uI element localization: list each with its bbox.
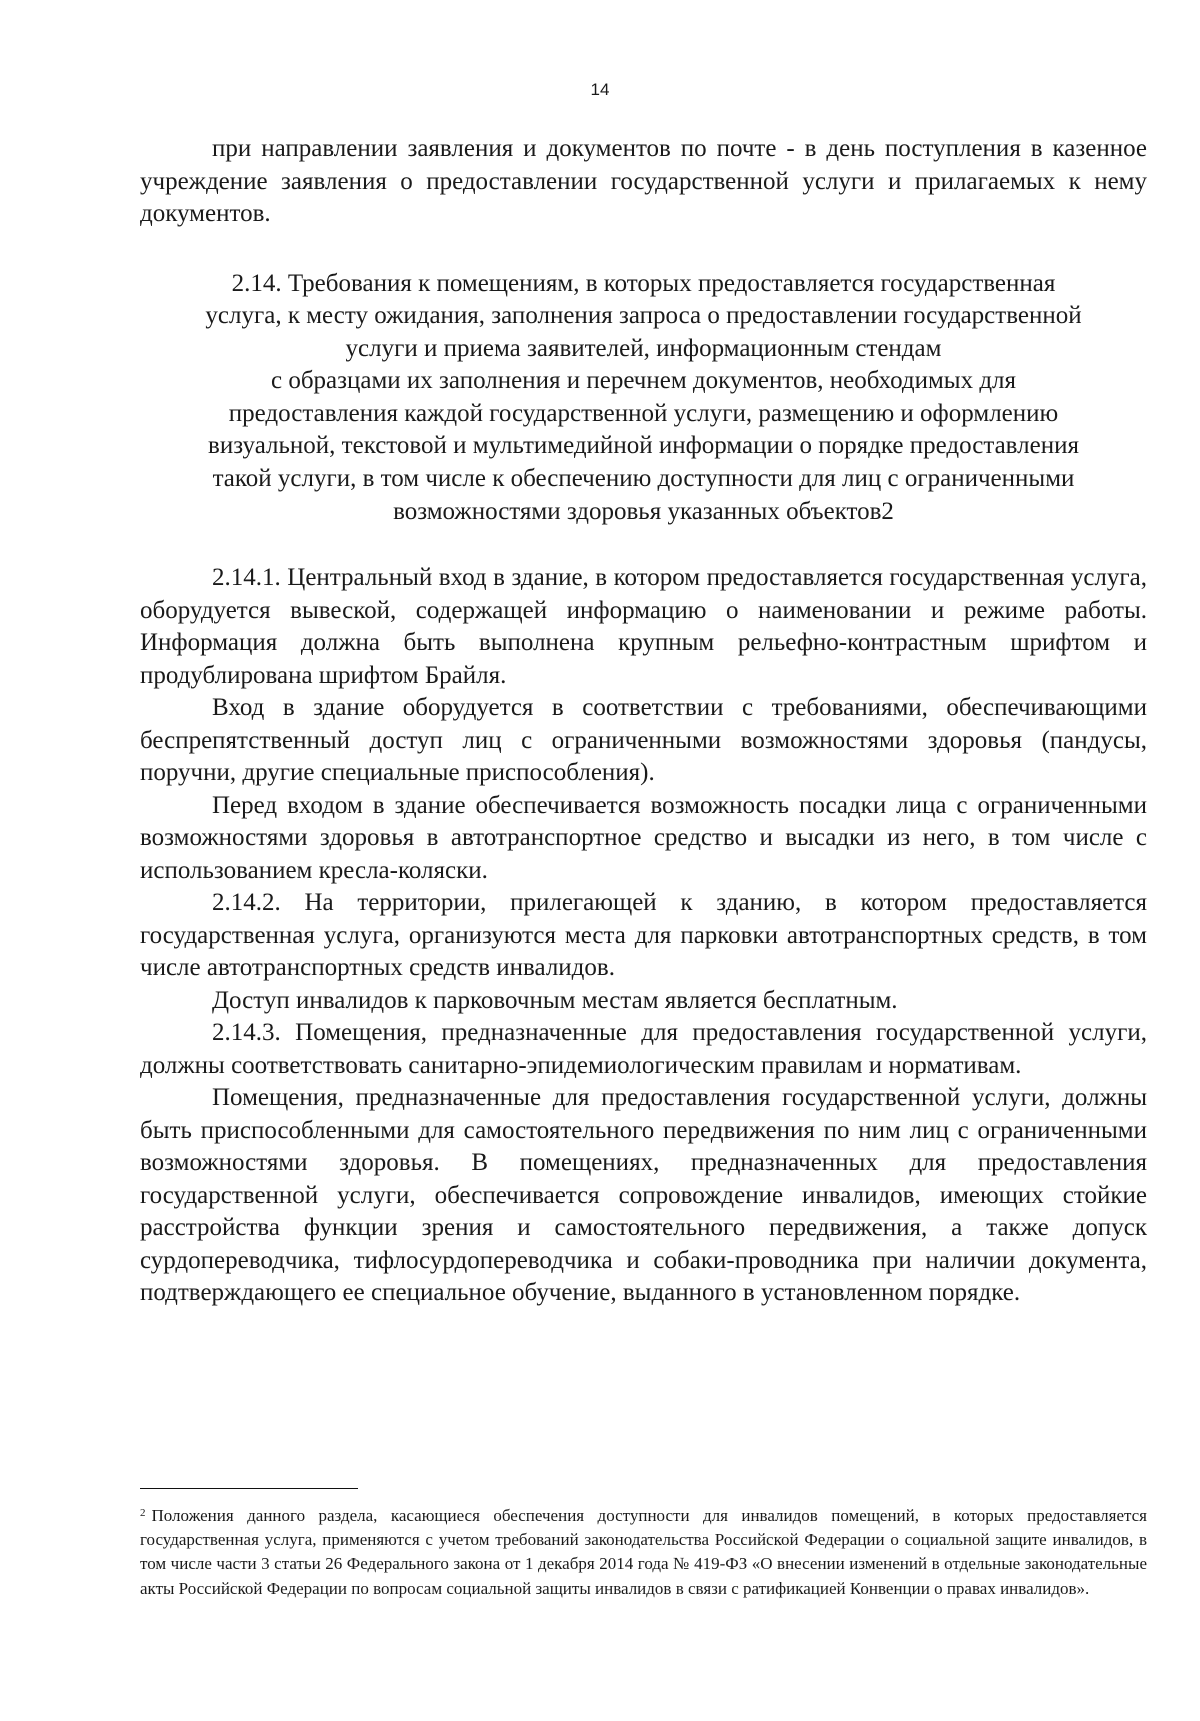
- footnote: [140, 1501, 1147, 1601]
- heading-line: предоставления каждой государственной услуги, размещению и оформлению: [228, 399, 1059, 427]
- paragraph-entrance-equipment: Вход в здание оборудуется в соответствии с требованиями, обеспечивающими беспрепятственный доступ лиц с ограниченными возможностями здоровья (пандусы, поручни, другие специальные приспособления).: [140, 694, 1147, 787]
- footnote-text: Положения данного раздела, касающиеся обеспечения доступности для инвалидов помещений, в которых предоставляется государственная услуга, применяются с учетом требований законодательства Российской Федерации о социальной защите инвалидов, в том числе части 3 статьи 26 Федерального закона от 1 декабря 2014 года № 419-ФЗ «О внесении изменений в отдельные законодательные акты Российской Федерации по вопросам социальной защиты инвалидов в связи с ратификацией Конвенции о правах инвалидов».: [140, 1506, 1147, 1598]
- footnote-marker: 2: [140, 1507, 146, 1519]
- paragraph-premises-accessibility: Помещения, предназначенные для предоставления государственной услуги, должны быть приспособленными для самостоятельного передвижения по ним лиц с ограниченными возможностями здоровья. В помещениях, предназначенных для предоставления государственной услуги, обеспечивается сопровождение инвалидов, имеющих стойкие расстройства функции зрения и самостоятельного передвижения, а также допуск сурдопереводчика, тифлосурдопереводчика и собаки-проводника при наличии документа, подтверждающего ее специальное обучение, выданного в установленном порядке.: [140, 1084, 1147, 1307]
- paragraph-2-14-2: 2.14.2. На территории, прилегающей к зданию, в котором предоставляется государственная услуга, организуются места для парковки автотранспортных средств, в том числе автотранспортных средств инвалидов.: [140, 889, 1147, 982]
- paragraph-2-14-3: 2.14.3. Помещения, предназначенные для предоставления государственной услуги, должны соответствовать санитарно-эпидемиологическим правилам и нормативам.: [140, 1019, 1147, 1079]
- footnote-separator: [140, 1488, 358, 1489]
- heading-line: такой услуги, в том числе к обеспечению доступности для лиц с ограниченными: [212, 465, 1075, 493]
- heading-line: 2.14. Требования к помещениям, в которых предоставляется государственная: [231, 269, 1056, 297]
- paragraph-boarding: Перед входом в здание обеспечивается возможность посадки лица с ограниченными возможностями здоровья в автотранспортное средство и высадки из него, в том числе с использованием кресла-коляски.: [140, 791, 1147, 884]
- section-heading: [140, 268, 1147, 529]
- paragraph-free-parking: Доступ инвалидов к парковочным местам является бесплатным.: [212, 986, 898, 1014]
- page-number: 14: [590, 80, 610, 99]
- heading-line: с образцами их заполнения и перечнем документов, необходимых для: [270, 367, 1017, 395]
- intro-paragraph: при направлении заявления и документов по почте - в день поступления в казенное учреждение заявления о предоставлении государственной услуги и прилагаемых к нему документов.: [140, 135, 1147, 227]
- heading-line: возможностями здоровья указанных объектов2: [393, 497, 894, 525]
- heading-line: визуальной, текстовой и мультимедийной информации о порядке предоставления: [208, 432, 1079, 460]
- heading-line: услуги и приема заявителей, информационным стендам: [345, 334, 942, 362]
- document-body: [140, 133, 1147, 1310]
- paragraph-2-14-1: 2.14.1. Центральный вход в здание, в котором предоставляется государственная услуга, оборудуется вывеской, содержащей информацию о наименовании и режиме работы. Информация должна быть выполнена крупным рельефно-контрастным шрифтом и продублирована шрифтом Брайля.: [140, 564, 1147, 689]
- heading-line: услуга, к месту ожидания, заполнения запроса о предоставлении государственной: [205, 302, 1082, 330]
